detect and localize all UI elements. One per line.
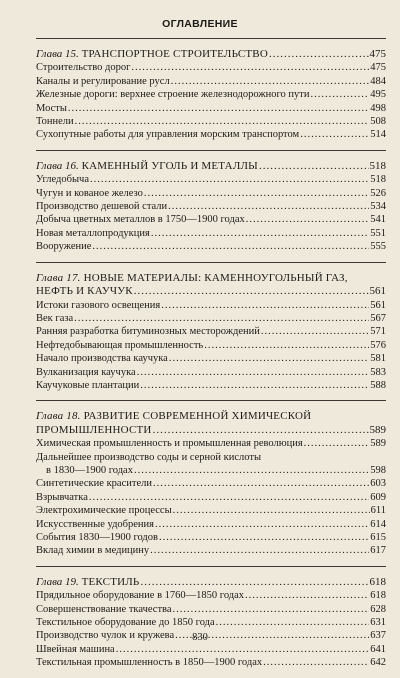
- table-of-contents: [36, 38, 386, 678]
- dot-leader: [261, 325, 369, 338]
- list-item: [36, 518, 386, 531]
- page-ref: 588: [370, 379, 386, 391]
- page-ref: 475: [370, 62, 386, 74]
- dot-leader: [269, 48, 369, 61]
- dot-leader: [144, 187, 369, 200]
- page-ref: 641: [370, 643, 386, 655]
- entry-title: Химическая промышленность и промышленная революция: [36, 438, 303, 450]
- list-item: [36, 200, 386, 213]
- page-ref: 615: [370, 532, 386, 543]
- chapter-section: [36, 151, 386, 254]
- entry-title: Чугун и кованое железо: [36, 187, 143, 199]
- dot-leader: [168, 200, 369, 213]
- list-item: [36, 352, 386, 365]
- dot-leader: [155, 518, 369, 531]
- dot-leader: [304, 437, 370, 450]
- page-ref: 611: [370, 505, 386, 517]
- dot-leader: [137, 366, 370, 379]
- entry-title: Вклад химии в медицину: [36, 545, 150, 557]
- dot-leader: [204, 339, 369, 352]
- dot-leader: [159, 531, 369, 544]
- dot-leader: [169, 352, 369, 365]
- dot-leader: [173, 504, 370, 517]
- page-ref: 583: [370, 366, 386, 378]
- chapter-row: [36, 48, 386, 61]
- page-ref: 561: [370, 299, 386, 311]
- chapter-heading: [36, 272, 386, 285]
- page-ref: 637: [370, 630, 386, 642]
- dot-leader: [134, 464, 369, 477]
- list-item: [36, 379, 386, 392]
- dot-leader: [116, 643, 370, 656]
- list-item: [36, 643, 386, 656]
- list-item: [36, 213, 386, 226]
- entry-title: Начало производства каучука: [36, 353, 168, 365]
- dot-leader: [74, 312, 369, 325]
- page-ref: 541: [370, 214, 386, 226]
- chapter-heading: [36, 576, 139, 589]
- page-ref: 555: [370, 241, 386, 253]
- chapter-heading-cont: [36, 424, 386, 437]
- page-ref: 589: [369, 423, 386, 436]
- entry-title: Прядильное оборудование в 1760—1850 годах: [36, 590, 245, 602]
- list-item: [36, 325, 386, 338]
- list-item: [36, 187, 386, 200]
- page-ref: 617: [370, 545, 386, 557]
- chapter-title: РАЗВИТИЕ СОВРЕМЕННОЙ ХИМИЧЕСКОЙ: [83, 410, 312, 423]
- page-ref: 495: [370, 89, 386, 101]
- chapter-section: [36, 401, 386, 557]
- page-ref: 567: [370, 312, 386, 324]
- dot-leader: [140, 576, 368, 589]
- list-item: [36, 656, 386, 669]
- chapter-title: НОВЫЕ МАТЕРИАЛЫ: КАМЕННОУГОЛЬНЫЙ ГАЗ,: [83, 271, 348, 284]
- entry-title: Угледобыча: [36, 174, 89, 186]
- entry-title: Каналы и регулирование русл: [36, 75, 170, 87]
- entry-title: Дальнейшее производство соды и серной кислоты: [36, 451, 262, 463]
- page-ref: 551: [370, 227, 386, 239]
- list-item: [36, 491, 386, 504]
- list-item: [36, 102, 386, 115]
- list-item: [36, 115, 386, 128]
- entry-title: в 1830—1900 годах: [46, 464, 133, 476]
- chapter-title: ТРАНСПОРТНОЕ СТРОИТЕЛЬСТВО: [81, 48, 268, 60]
- chapter-row: [36, 160, 386, 173]
- dot-leader: [171, 75, 370, 88]
- chapter-section: [36, 39, 386, 142]
- list-item: [36, 616, 386, 629]
- entry-title: Каучуковые плантации: [36, 379, 140, 391]
- page-ref: 534: [370, 201, 386, 213]
- list-item: [36, 437, 386, 450]
- entry-title: Тоннели: [36, 116, 74, 128]
- entry-title: События 1830—1900 годов: [36, 532, 158, 543]
- dot-leader: [246, 213, 370, 226]
- entry-title: Новая металлопродукция: [36, 227, 150, 239]
- page-ref: 642: [370, 657, 386, 669]
- page-ref: 571: [370, 326, 386, 338]
- list-item: [36, 227, 386, 240]
- list-item: [36, 544, 386, 557]
- dot-leader: [90, 173, 369, 186]
- chapter-section: [36, 567, 386, 670]
- list-item: [36, 128, 386, 141]
- dot-leader: [131, 61, 369, 74]
- dot-leader: [68, 102, 369, 115]
- page-ref: 514: [370, 129, 386, 141]
- entry-title: Добыча цветных металлов в 1750—1900 годах: [36, 214, 245, 226]
- list-item: [36, 339, 386, 352]
- entry-title: Производство дешевой стали: [36, 201, 168, 213]
- dot-leader: [134, 285, 369, 298]
- chapter-title: КАМЕННЫЙ УГОЛЬ И МЕТАЛЛЫ: [81, 159, 258, 172]
- chapter-label: Глава 17.: [36, 271, 81, 284]
- dot-leader: [300, 128, 369, 141]
- chapter-heading-cont: [36, 285, 386, 298]
- page-ref: 618: [369, 575, 386, 588]
- page-ref: 475: [369, 48, 386, 60]
- chapter-label: Глава 18.: [36, 410, 81, 423]
- entry-title: Строительство дорог: [36, 62, 131, 74]
- entry-title: Совершенствование ткачества: [36, 603, 172, 615]
- chapter-section: [36, 263, 386, 393]
- dot-leader: [161, 299, 369, 312]
- entry-title: Сухопутные работы для управления морским транспортом: [36, 129, 300, 141]
- entry-title: Текстильная промышленность в 1850—1900 годах: [36, 657, 263, 669]
- page-ref: 484: [370, 75, 386, 87]
- page-ref: 498: [370, 102, 386, 114]
- list-item: [36, 173, 386, 186]
- entry-title: Электрохимические процессы: [36, 505, 172, 517]
- page-ref: 631: [370, 617, 386, 629]
- page-ref: 508: [370, 116, 386, 128]
- dot-leader: [151, 227, 369, 240]
- chapter-label: Глава 15.: [36, 48, 79, 60]
- list-item: [36, 312, 386, 325]
- entry-title: Железные дороги: верхнее строение железнодорожного пути: [36, 89, 310, 101]
- dot-leader: [150, 544, 369, 557]
- list-item: [36, 299, 386, 312]
- list-item: [36, 531, 386, 544]
- entry-title: Вооружение: [36, 241, 92, 253]
- dot-leader: [311, 88, 370, 101]
- entry-title: ПРОМЫШЛЕННОСТИ: [36, 423, 152, 436]
- chapter-row: [36, 576, 386, 589]
- entry-title: Взрывчатка: [36, 491, 88, 503]
- dot-leader: [263, 656, 369, 669]
- page-ref: 526: [370, 187, 386, 199]
- entry-title: Искусственные удобрения: [36, 518, 154, 530]
- chapter-heading: [36, 410, 386, 423]
- dot-leader: [173, 603, 370, 616]
- page-ref: 518: [370, 174, 386, 186]
- page-ref: 618: [370, 590, 386, 602]
- entry-title: Мосты: [36, 102, 67, 114]
- entry-title: Швейная машина: [36, 643, 115, 655]
- dot-leader: [140, 379, 369, 392]
- entry-title: Нефтедобывающая промышленность: [36, 339, 204, 351]
- list-item: [36, 366, 386, 379]
- entry-title: Вулканизация каучука: [36, 366, 136, 378]
- dot-leader: [216, 616, 370, 629]
- page-ref: 614: [370, 518, 386, 530]
- list-item: [36, 589, 386, 602]
- chapter-heading: [36, 48, 268, 61]
- page-ref: 598: [370, 464, 386, 476]
- list-item: [36, 603, 386, 616]
- entry-title: Век газа: [36, 312, 74, 324]
- entry-title: Ранняя разработка битуминозных месторождений: [36, 326, 260, 338]
- dot-leader: [92, 240, 369, 253]
- list-item: [36, 464, 386, 477]
- page-ref: 581: [370, 353, 386, 365]
- chapter-label: Глава 16.: [36, 159, 79, 172]
- list-item: [36, 61, 386, 74]
- page-ref: 603: [370, 478, 386, 490]
- page-ref: 609: [370, 491, 386, 503]
- entry-title: Синтетические красители: [36, 478, 152, 490]
- list-item: [36, 240, 386, 253]
- page-ref: 561: [369, 285, 386, 298]
- dot-leader: [259, 160, 369, 173]
- chapter-heading: [36, 160, 258, 173]
- entry-title: Текстильное оборудование до 1850 года: [36, 617, 215, 629]
- dot-leader: [75, 115, 370, 128]
- chapter-title: ТЕКСТИЛЬ: [81, 575, 140, 588]
- page-ref: 518: [369, 159, 386, 172]
- dot-leader: [153, 477, 369, 490]
- page-ref: 628: [370, 603, 386, 615]
- list-item: [36, 504, 386, 517]
- page-number: 830: [192, 632, 208, 643]
- page-ref: 576: [370, 339, 386, 351]
- entry-title: НЕФТЬ И КАУЧУК: [36, 285, 133, 298]
- list-item: [36, 88, 386, 101]
- entry-title: Производство чулок и кружева: [36, 630, 175, 642]
- chapter-label: Глава 19.: [36, 575, 79, 588]
- running-header: ОГЛАВЛЕНИЕ: [162, 18, 238, 30]
- list-item: [36, 75, 386, 88]
- dot-leader: [89, 491, 369, 504]
- entry-title: Истоки газового освещения: [36, 299, 161, 311]
- dot-leader: [245, 589, 369, 602]
- page-ref: 589: [370, 438, 386, 450]
- dot-leader: [153, 424, 369, 437]
- list-item: [36, 477, 386, 490]
